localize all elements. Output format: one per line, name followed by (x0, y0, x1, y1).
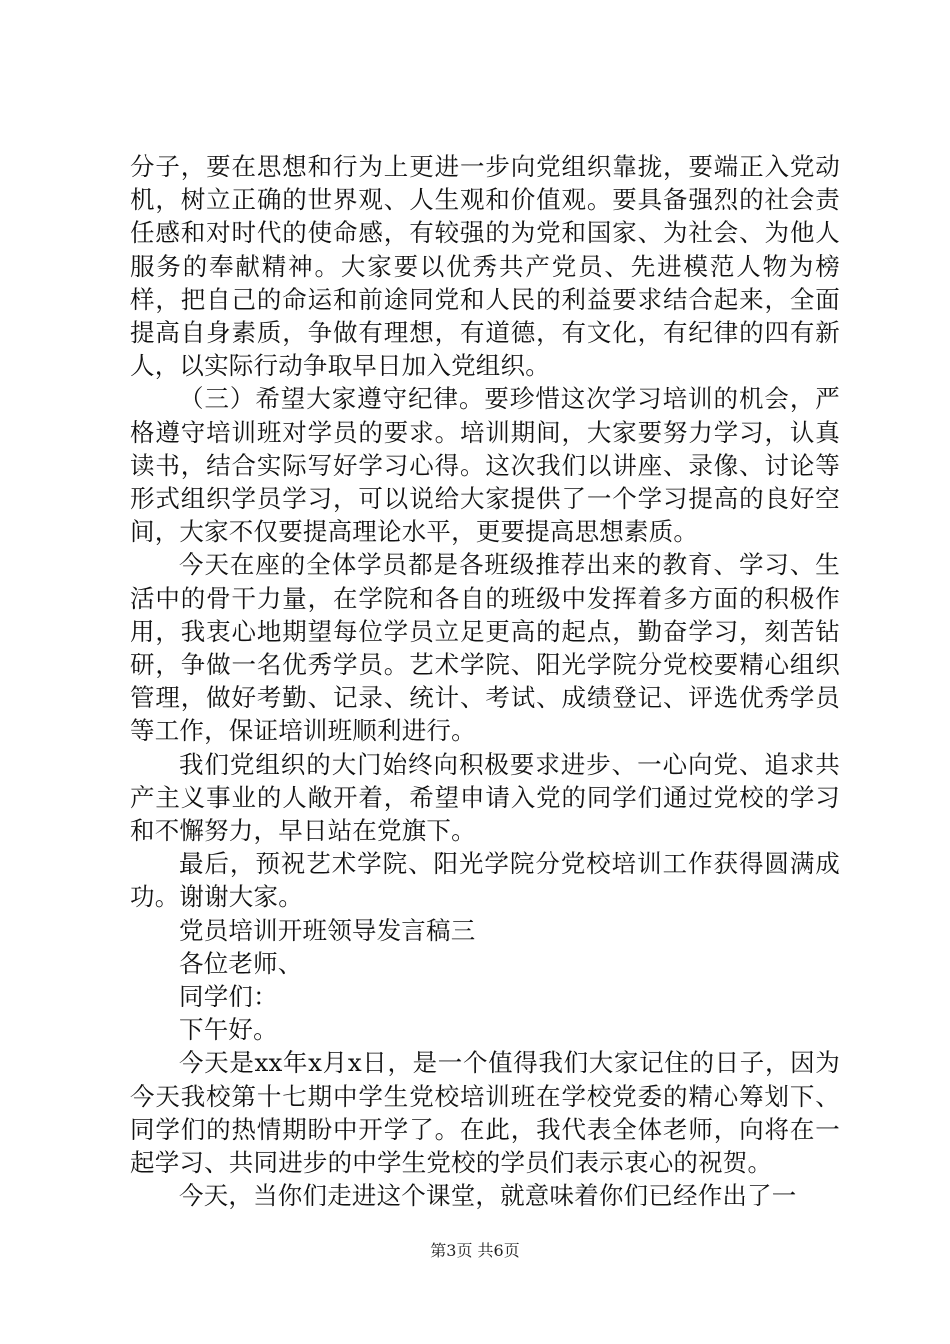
salutation-teachers: 各位老师、 (179, 948, 303, 978)
section-title: 党员培训开班领导发言稿三 (179, 915, 476, 945)
paragraph-11: 今天，当你们走进这个课堂，就意味着你们已经作出了一 (179, 1181, 797, 1211)
paragraph-2: （三）希望大家遵守纪律。要珍惜这次学习培训的机会，严格遵守培训班对学员的要求。培训期间，大家要努力学习，认真读书，结合实际写好学习心得。这次我们以讲座、录像、讨论等形式组织学员学习，可以说给大家提供了一个学习提高的良好空间，大家不仅要提高理论水平，更要提高思想素质。 (130, 384, 840, 547)
paragraph-10: 今天是xx年x月x日，是一个值得我们大家记住的日子，因为今天我校第十七期中学生党校培训班在学校党委的精心筹划下、同学们的热情期盼中开学了。在此，我代表全体老师，向将在一起学习、共同进步的中学生党校的学员们表示衷心的祝贺。 (130, 1048, 840, 1178)
paragraph-1: 分子，要在思想和行为上更进一步向党组织靠拢，要端正入党动机，树立正确的世界观、人生观和价值观。要具备强烈的社会责任感和对时代的使命感，有较强的为党和国家、为社会、为他人服务的奉献精神。大家要以优秀共产党员、先进模范人物为榜样，把自己的命运和前途同党和人民的利益要求结合起来，全面提高自身素质，争做有理想，有道德，有文化，有纪律的四有新人，以实际行动争取早日加入党组织。 (130, 152, 840, 381)
greeting: 下午好。 (179, 1015, 278, 1045)
paragraph-5: 最后，预祝艺术学院、阳光学院分党校培训工作获得圆满成功。谢谢大家。 (130, 849, 840, 912)
paragraph-3: 今天在座的全体学员都是各班级推荐出来的教育、学习、生活中的骨干力量，在学院和各自的班级中发挥着多方面的积极作用，我衷心地期望每位学员立足更高的起点，勤奋学习，刻苦钻研，争做一名优秀学员。艺术学院、阳光学院分党校要精心组织管理，做好考勤、记录、统计、考试、成绩登记、评选优秀学员等工作，保证培训班顺利进行。 (130, 550, 840, 746)
document-body (130, 150, 840, 1213)
paragraph-4: 我们党组织的大门始终向积极要求进步、一心向党、追求共产主义事业的人敞开着，希望申请入党的同学们通过党校的学习和不懈努力，早日站在党旗下。 (130, 749, 840, 846)
page-number-footer: 第3页 共6页 (430, 1241, 520, 1260)
salutation-students: 同学们： (179, 982, 278, 1012)
